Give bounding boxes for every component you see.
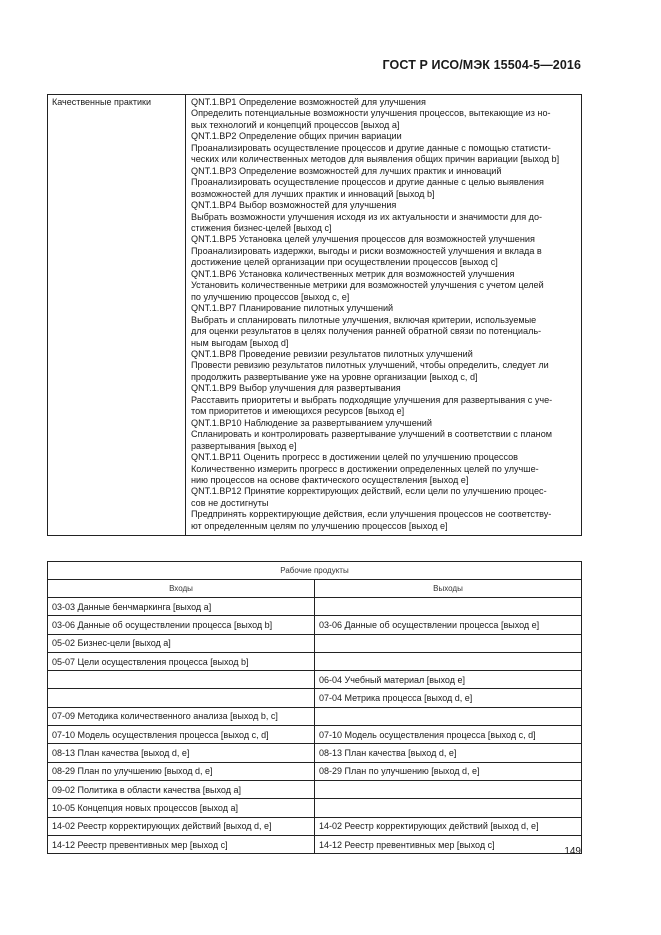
table-row — [48, 707, 582, 725]
output-cell: 03-06 Данные об осуществлении процесса [выход e] — [315, 616, 582, 634]
outputs-column-header: Выходы — [315, 580, 582, 598]
practice-text-line: Проанализировать осуществление процессов и другие данные с целью выявления — [191, 177, 544, 188]
output-cell — [315, 634, 582, 652]
input-cell: 03-03 Данные бенчмаркинга [выход a] — [48, 598, 315, 616]
table-row — [48, 799, 582, 817]
practice-text-line: Выбрать и спланировать пилотные улучшения, включая критерии, используемые — [191, 314, 537, 325]
input-cell: 03-06 Данные об осуществлении процесса [выход b] — [48, 616, 315, 634]
practice-text-line: вых технологий и концепций процессов [выход a] — [191, 119, 400, 130]
practice-text-line: Спланировать и контролировать развертывание улучшений в соответствии с планом — [191, 429, 553, 440]
practice-text-line: Проанализировать осуществление процессов и другие данные с помощью статисти- — [191, 142, 551, 153]
practice-text-line: Проанализировать издержки, выгоды и риски возможностей улучшения и вклада в — [191, 245, 542, 256]
table-row — [48, 598, 582, 616]
input-cell: 10-05 Концепция новых процессов [выход a] — [48, 799, 315, 817]
table-row — [48, 835, 582, 853]
practices-label: Качественные практики — [48, 95, 186, 536]
output-cell: 14-02 Реестр корректирующих действий [выход d, e] — [315, 817, 582, 835]
practice-text-line: QNT.1.BP4 Выбор возможностей для улучшения — [191, 200, 397, 211]
practice-text-line: QNT.1.BP11 Оценить прогресс в достижении целей по улучшению процессов — [191, 452, 518, 463]
practice-text-line: QNT.1.BP5 Установка целей улучшения процессов для возможностей улучшения — [191, 234, 535, 245]
table-row — [48, 634, 582, 652]
practice-text-line: достижение целей организации при осуществлении процессов [выход c] — [191, 257, 498, 268]
output-cell — [315, 799, 582, 817]
output-cell: 08-13 План качества [выход d, e] — [315, 744, 582, 762]
input-cell: 05-07 Цели осуществления процесса [выход b] — [48, 652, 315, 670]
page-number: 149 — [564, 846, 581, 857]
table-row — [48, 671, 582, 689]
practice-text-line: сов не достигнуты — [191, 497, 269, 508]
practice-text-line: Количественно измерить прогресс в достижении определенных целей по улучше- — [191, 463, 539, 474]
practice-text-line: по улучшению процессов [выход c, e] — [191, 291, 350, 302]
output-cell — [315, 780, 582, 798]
input-cell: 14-12 Реестр превентивных мер [выход c] — [48, 835, 315, 853]
base-practices-table — [47, 94, 582, 536]
output-cell — [315, 652, 582, 670]
practice-text-line: ют определенным целям по улучшению процессов [выход e] — [191, 520, 448, 531]
practice-text-line: Определить потенциальные возможности улучшения процессов, вытекающие из но- — [191, 108, 551, 119]
practice-text-line: том приоритетов и имеющихся ресурсов [выход e] — [191, 406, 405, 417]
input-cell: 07-10 Модель осуществления процесса [выход c, d] — [48, 726, 315, 744]
practice-text-line: Выбрать возможности улучшения исходя из их актуальности и значимости для до- — [191, 211, 543, 222]
work-products-caption: Рабочие продукты — [48, 562, 582, 580]
input-cell — [48, 671, 315, 689]
practice-text-line: Провести ревизию результатов пилотных улучшений, чтобы определить, следует ли — [191, 360, 549, 371]
input-cell — [48, 689, 315, 707]
table-row — [48, 744, 582, 762]
table-row — [48, 762, 582, 780]
practice-text-line: QNT.1.BP1 Определение возможностей для улучшения — [191, 97, 426, 107]
practice-text-line: QNT.1.BP6 Установка количественных метрик для возможностей улучшения — [191, 268, 515, 279]
table-row — [48, 780, 582, 798]
output-cell: 06-04 Учебный материал [выход e] — [315, 671, 582, 689]
practice-text-line: QNT.1.BP9 Выбор улучшения для развертывания — [191, 383, 401, 394]
practice-text-line: ным выгодам [выход d] — [191, 337, 289, 348]
practice-text-line: QNT.1.BP2 Определение общих причин вариации — [191, 131, 402, 142]
output-cell: 14-12 Реестр превентивных мер [выход c] — [315, 835, 582, 853]
output-cell: 07-04 Метрика процесса [выход d, e] — [315, 689, 582, 707]
practice-text-line: развертывания [выход e] — [191, 440, 297, 451]
input-cell: 05-02 Бизнес-цели [выход a] — [48, 634, 315, 652]
input-cell: 09-02 Политика в области качества [выход a] — [48, 780, 315, 798]
output-cell: 07-10 Модель осуществления процесса [выход c, d] — [315, 726, 582, 744]
practice-text-line: QNT.1.BP7 Планирование пилотных улучшений — [191, 303, 394, 314]
input-cell: 08-13 План качества [выход d, e] — [48, 744, 315, 762]
input-cell: 07-09 Методика количественного анализа [выход b, c] — [48, 707, 315, 725]
practice-text-line: QNT.1.BP12 Принятие корректирующих действий, если цели по улучшению процес- — [191, 486, 547, 497]
output-cell — [315, 598, 582, 616]
practice-text-line: Установить количественные метрики для возможностей улучшения с учетом целей — [191, 280, 544, 291]
practice-text-line: ческих или количественных методов для выявления общих причин вариации [выход b] — [191, 154, 560, 165]
practice-text-line: QNT.1.BP3 Определение возможностей для лучших практик и инноваций — [191, 165, 502, 176]
practice-text-line: возможностей для лучших практик и инноваций [выход b] — [191, 188, 435, 199]
input-cell: 14-02 Реестр корректирующих действий [выход d, e] — [48, 817, 315, 835]
practice-text-line: QNT.1.BP10 Наблюдение за развертыванием улучшений — [191, 417, 432, 428]
practice-text-line: для оценки результатов в целях получения ранней обратной связи по потенциаль- — [191, 326, 542, 337]
output-cell: 08-29 План по улучшению [выход d, e] — [315, 762, 582, 780]
practice-text-line: Расставить приоритеты и выбрать подходящие улучшения для развертывания с уче- — [191, 394, 553, 405]
practice-text-line: нию процессов на основе фактического осуществления [выход e] — [191, 474, 469, 485]
table-row — [48, 817, 582, 835]
practices-content — [186, 95, 582, 536]
practice-text-line: QNT.1.BP8 Проведение ревизии результатов пилотных улучшений — [191, 348, 473, 359]
practice-text-line: Предпринять корректирующие действия, если улучшения процессов не соответству- — [191, 509, 552, 520]
practice-text-line: продолжить развертывание уже на уровне организации [выход c, d] — [191, 371, 478, 382]
inputs-column-header: Входы — [48, 580, 315, 598]
table-row — [48, 689, 582, 707]
work-products-table — [47, 561, 582, 854]
table-row — [48, 726, 582, 744]
document-header: ГОСТ Р ИСО/МЭК 15504-5—2016 — [382, 58, 581, 72]
table-row — [48, 616, 582, 634]
output-cell — [315, 707, 582, 725]
table-row — [48, 652, 582, 670]
practice-text-line: стижения бизнес-целей [выход c] — [191, 222, 332, 233]
input-cell: 08-29 План по улучшению [выход d, e] — [48, 762, 315, 780]
